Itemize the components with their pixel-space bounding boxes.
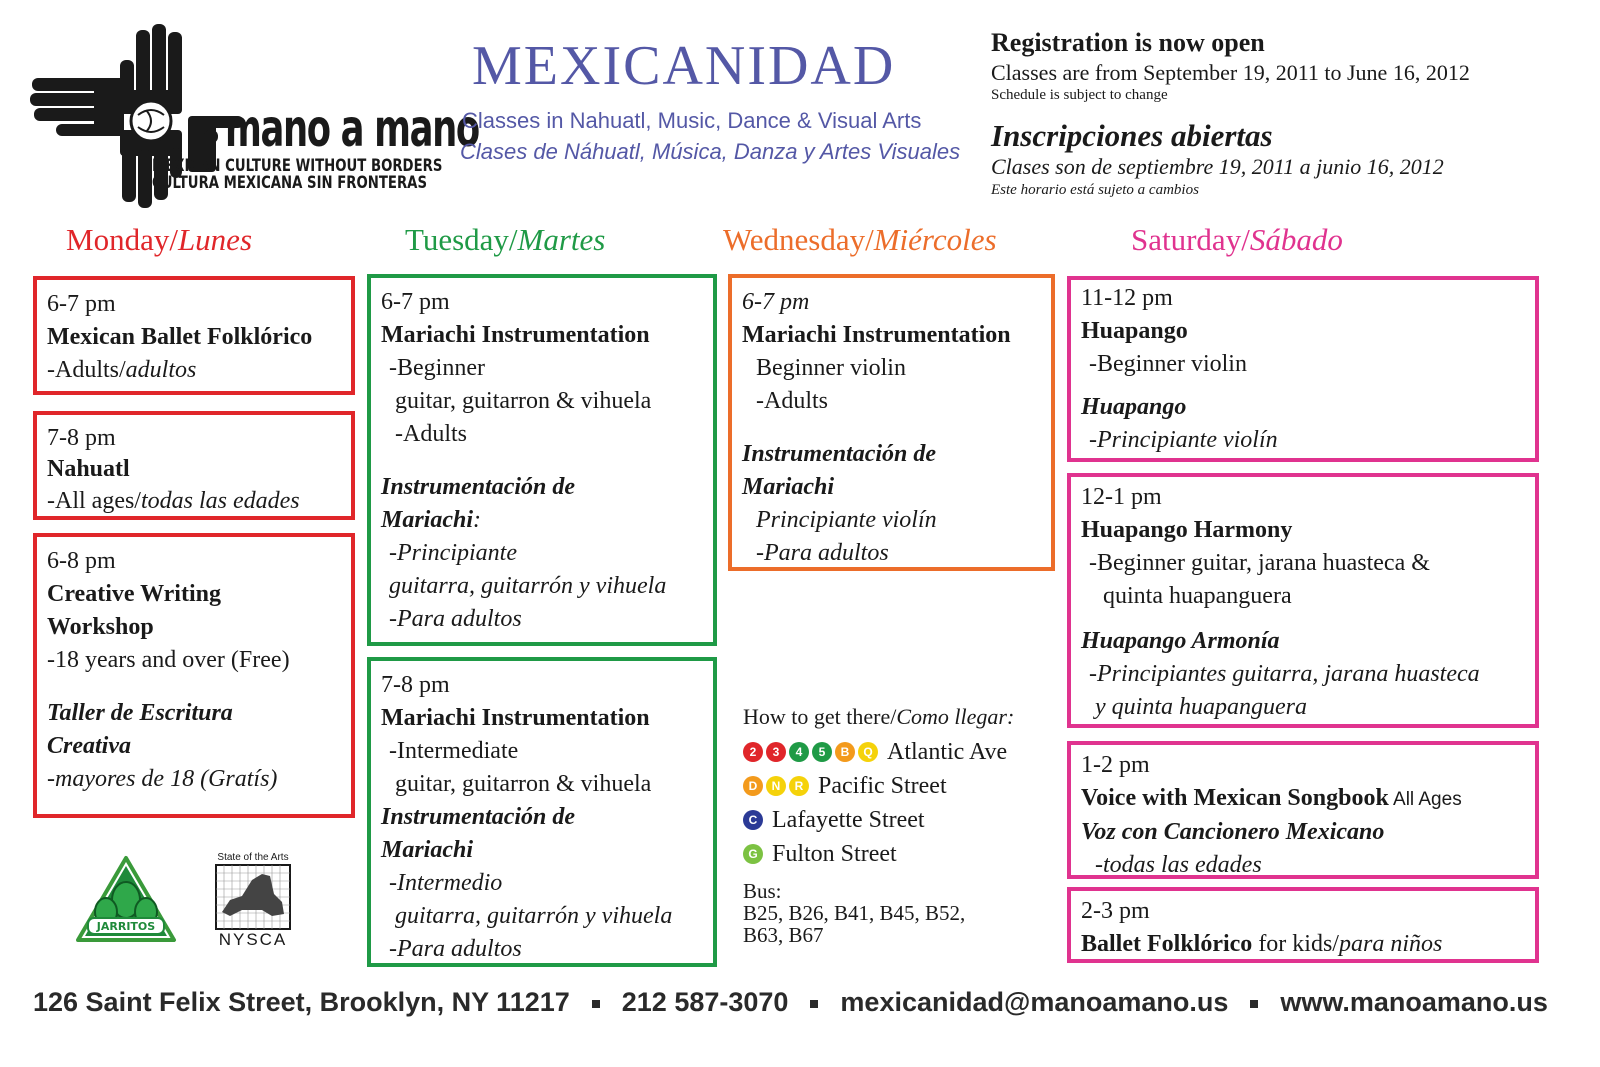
subtitle-es: Clases de Náhuatl, Música, Danza y Artes Visuales (460, 139, 961, 164)
class-box-tuesday-1 (367, 274, 717, 646)
day-header-tuesday (405, 224, 605, 255)
class-box-wednesday-1 (728, 274, 1055, 571)
station-name: Pacific Street (818, 773, 947, 799)
subway-line-4-icon: 4 (789, 742, 809, 762)
class-title-es-2: Mariachi (742, 474, 835, 500)
station-name: Atlantic Ave (887, 739, 1008, 765)
bus-label: Bus: (743, 879, 782, 903)
day-header-monday (66, 224, 252, 255)
nysca-logo (212, 850, 294, 950)
class-instruments-es: guitarra, guitarrón y vihuela (395, 903, 673, 929)
class-instruments-es: guitarra, guitarrón y vihuela (389, 573, 667, 599)
subway-line-d-icon: D (743, 776, 763, 796)
class-title: Huapango Harmony (1081, 517, 1293, 543)
class-title: Mariachi Instrumentation (742, 322, 1011, 348)
jarritos-logo (74, 854, 178, 946)
class-title-es: Instrumentación de (381, 804, 576, 830)
class-audience: -Adults (756, 388, 828, 414)
class-audience: -All ages/todas las edades (47, 488, 300, 514)
class-level-2: quinta huapanguera (1103, 583, 1292, 609)
day-en: Tuesday/ (405, 222, 518, 257)
class-instruments: guitar, guitarron & vihuela (395, 388, 652, 414)
class-time: 6-7 pm (47, 291, 116, 317)
class-title-es: Instrumentación de (742, 441, 937, 467)
class-level: Beginner violin (756, 355, 906, 381)
subway-station (743, 740, 1007, 764)
subtitle-en: Classes in Nahuatl, Music, Dance & Visual Arts (462, 108, 922, 133)
day-es: Sábado (1249, 222, 1343, 257)
jarritos-text: JARRITOS (96, 920, 156, 933)
class-box-saturday-1 (1067, 276, 1539, 462)
class-level: -Intermediate (389, 738, 519, 764)
class-level-es: -Intermedio (389, 870, 503, 896)
registration-heading-es: Inscripciones abiertas (991, 118, 1273, 153)
class-title: Mariachi Instrumentation (381, 705, 650, 731)
class-instruments: guitar, guitarron & vihuela (395, 771, 652, 797)
logo-tagline-es: CULTURA MEXICANA SIN FRONTERAS (152, 173, 427, 193)
footer-email[interactable]: mexicanidad@manoamano.us (840, 987, 1229, 1017)
class-audience-es: -Para adultos (389, 936, 522, 962)
registration-note-es: Este horario está sujeto a cambios (991, 182, 1199, 198)
footer-phone: 212 587-3070 (621, 987, 789, 1017)
class-box-monday-3 (33, 533, 355, 818)
registration-note: Schedule is subject to change (991, 87, 1168, 103)
class-audience-es: -todas las edades (1095, 852, 1262, 878)
subway-line-b-icon: B (835, 742, 855, 762)
class-title-es-2: Mariachi (381, 837, 474, 863)
subway-line-n-icon: N (766, 776, 786, 796)
subway-line-r-icon: R (789, 776, 809, 796)
class-level-es: -Principiantes guitarra, jarana huasteca (1089, 661, 1480, 687)
day-es: Lunes (177, 222, 253, 257)
class-time: 12-1 pm (1081, 484, 1162, 510)
day-en: Wednesday/ (723, 222, 874, 257)
class-time: 7-8 pm (47, 425, 116, 451)
class-title-es: Taller de Escritura (47, 700, 233, 726)
footer (33, 989, 1548, 1016)
station-name: Lafayette Street (772, 807, 925, 833)
directions (743, 706, 1063, 956)
class-audience-es: -Para adultos (389, 606, 522, 632)
registration-heading: Registration is now open (991, 28, 1265, 57)
nysca-text: NYSCA (218, 930, 288, 949)
subway-station (743, 774, 947, 798)
day-header-wednesday (723, 224, 997, 255)
subway-line-g-icon: G (743, 844, 763, 864)
page-title: MEXICANIDAD (472, 35, 896, 97)
class-title: Mariachi Instrumentation (381, 322, 650, 348)
registration-dates-es: Clases son de septiembre 19, 2011 a junio 16, 2012 (991, 154, 1444, 179)
class-title-es: Huapango Armonía (1081, 628, 1280, 654)
bus-lines-2: B63, B67 (743, 923, 824, 947)
day-en: Saturday/ (1131, 222, 1250, 257)
nysca-top-text: State of the Arts (217, 852, 289, 863)
class-level: -Beginner guitar, jarana huasteca & (1089, 550, 1430, 576)
class-level-es: -Principiante violín (1089, 427, 1278, 453)
class-title: Huapango (1081, 318, 1188, 344)
class-box-monday-2 (33, 411, 355, 520)
station-name: Fulton Street (772, 841, 897, 867)
subway-station (743, 808, 925, 832)
class-box-saturday-4 (1067, 887, 1539, 963)
class-level-es: Principiante violín (756, 507, 937, 533)
logo-wordmark: mano a mano (225, 99, 479, 159)
subway-line-c-icon: C (743, 810, 763, 830)
class-title-es-2: Creativa (47, 733, 131, 759)
day-es: Miércoles (873, 222, 997, 257)
class-time: 7-8 pm (381, 672, 450, 698)
footer-separator (1250, 1000, 1258, 1008)
class-title: Mexican Ballet Folklórico (47, 324, 313, 350)
class-level-es-2: y quinta huapanguera (1095, 694, 1307, 720)
class-level: -Beginner violin (1089, 351, 1247, 377)
bus-lines-1: B25, B26, B41, B45, B52, (743, 901, 966, 925)
subway-line-5-icon: 5 (812, 742, 832, 762)
class-audience: -Adults/adultos (47, 357, 197, 383)
subway-line-2-icon: 2 (743, 742, 763, 762)
class-audience: -18 years and over (Free) (47, 647, 290, 673)
class-title-es: Instrumentación de (381, 474, 576, 500)
class-title-es-2: Mariachi: (381, 507, 482, 533)
class-audience-es: -mayores de 18 (Gratís) (47, 766, 278, 792)
class-time: 6-7 pm (381, 289, 450, 315)
class-title: Creative Writing (47, 581, 221, 607)
day-es: Martes (517, 222, 606, 257)
footer-website[interactable]: www.manoamano.us (1280, 987, 1548, 1017)
subway-line-q-icon: Q (858, 742, 878, 762)
day-header-saturday (1131, 224, 1343, 255)
class-time: 11-12 pm (1081, 285, 1173, 311)
footer-separator (592, 1000, 600, 1008)
class-level: -Beginner (389, 355, 485, 381)
day-en: Monday/ (66, 222, 178, 257)
class-audience-es: -Para adultos (756, 540, 889, 566)
class-title-2: Workshop (47, 614, 154, 640)
class-time: 6-8 pm (47, 548, 116, 574)
class-box-monday-1 (33, 276, 355, 395)
class-box-saturday-3 (1067, 741, 1539, 879)
class-title: Nahuatl (47, 456, 130, 482)
class-level-es: -Principiante (389, 540, 517, 566)
class-title: Ballet Folklórico for kids/para niños (1081, 931, 1443, 957)
class-audience: -Adults (395, 421, 467, 447)
class-title-es: Huapango (1081, 394, 1187, 420)
class-time: 6-7 pm (742, 289, 810, 315)
directions-heading: How to get there/Como llegar: (743, 704, 1015, 729)
footer-address: 126 Saint Felix Street, Brooklyn, NY 11217 (33, 987, 570, 1017)
class-box-saturday-2 (1067, 473, 1539, 728)
subway-line-3-icon: 3 (766, 742, 786, 762)
class-time: 1-2 pm (1081, 752, 1150, 778)
logo-tagline-en: MEXICAN CULTURE WITHOUT BORDERS (152, 156, 443, 176)
class-title-es: Voz con Cancionero Mexicano (1081, 819, 1385, 845)
registration-dates: Classes are from September 19, 2011 to June 16, 2012 (991, 60, 1470, 85)
class-title: Voice with Mexican Songbook All Ages (1081, 785, 1462, 811)
footer-separator (810, 1000, 818, 1008)
class-time: 2-3 pm (1081, 898, 1150, 924)
subway-station (743, 842, 897, 866)
class-box-tuesday-2 (367, 657, 717, 967)
